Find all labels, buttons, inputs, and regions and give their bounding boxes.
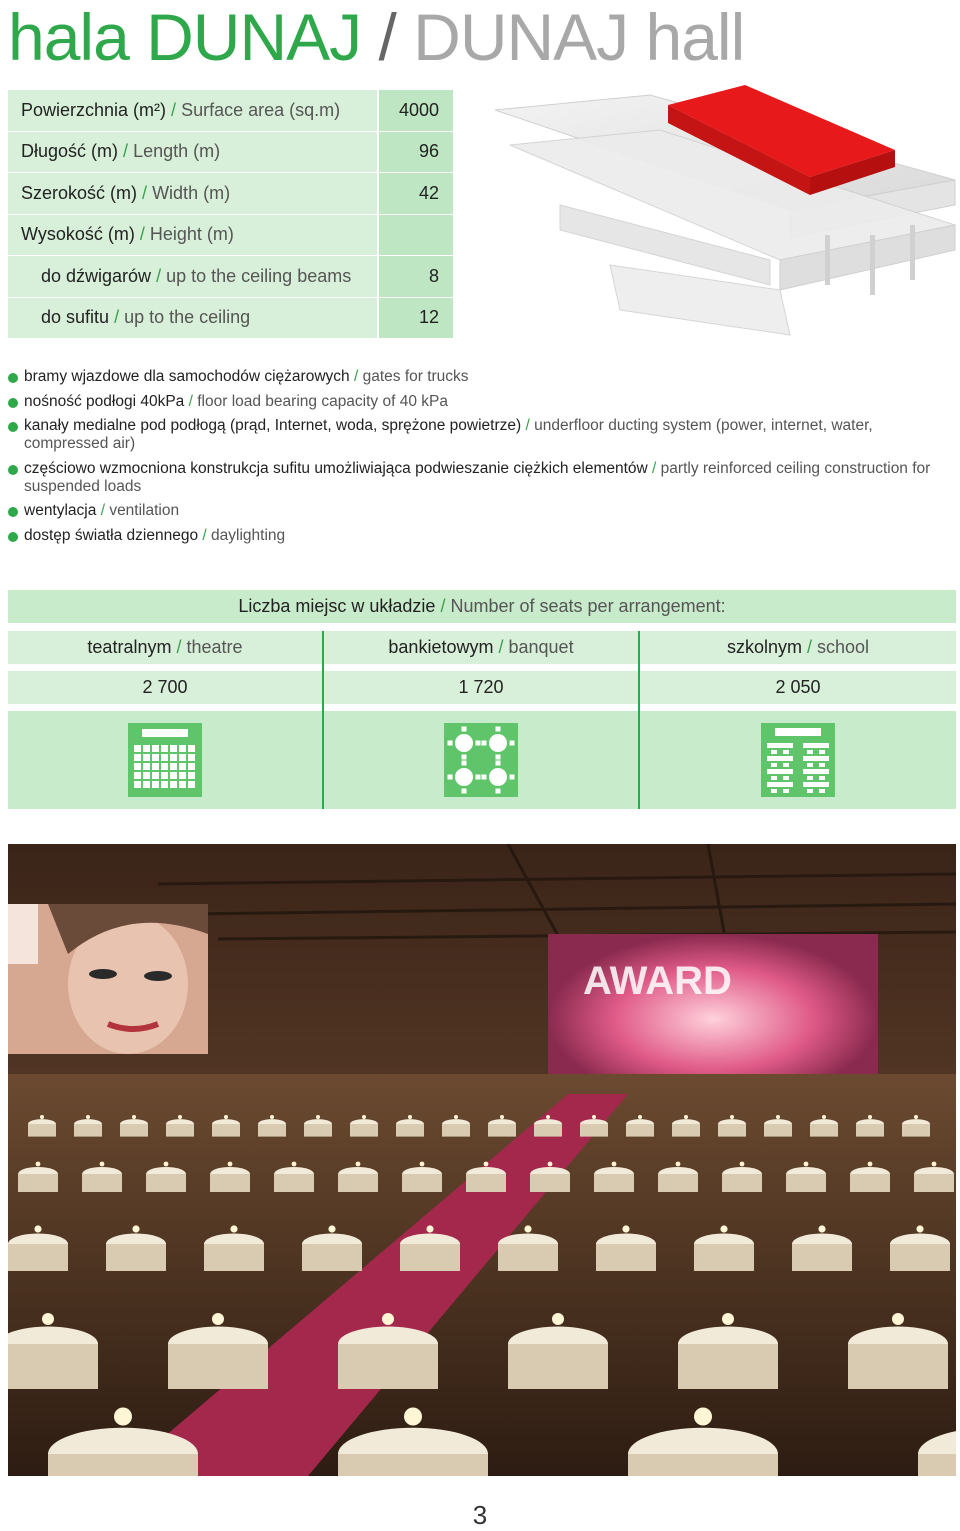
feature-item: wentylacja / ventilation xyxy=(8,502,958,520)
spec-value: 42 xyxy=(379,173,453,214)
arrangement-name: bankietowym / banquet xyxy=(324,631,638,664)
banquet-hall-photo xyxy=(8,844,956,1476)
layout-icon-area xyxy=(640,711,956,809)
page-title xyxy=(8,2,744,72)
spec-value xyxy=(379,215,453,256)
seat-arrangement-banquet xyxy=(324,631,640,809)
spec-row xyxy=(8,215,453,257)
spec-row xyxy=(8,298,453,340)
feature-item: bramy wjazdowe dla samochodów ciężarowych / gates for trucks xyxy=(8,368,958,386)
spec-table xyxy=(8,90,453,339)
spec-label: Szerokość (m) / Width (m) xyxy=(8,173,379,214)
spec-label: Długość (m) / Length (m) xyxy=(8,132,379,173)
seat-arrangement-school xyxy=(640,631,956,809)
bullet-dot-icon xyxy=(8,373,18,383)
spec-row xyxy=(8,173,453,215)
seat-count: 1 720 xyxy=(324,671,638,704)
feature-item: częściowo wzmocniona konstrukcja sufitu umożliwiająca podwieszanie ciężkich elementów / partly reinforced ceiling construction for suspended loads xyxy=(8,460,958,496)
spec-value: 8 xyxy=(379,256,453,297)
bullet-dot-icon xyxy=(8,465,18,475)
title-pl: hala DUNAJ xyxy=(8,0,362,74)
spec-label: Powierzchnia (m²) / Surface area (sq.m) xyxy=(8,90,379,131)
page-number: 3 xyxy=(472,1500,488,1530)
school-layout-icon xyxy=(761,723,835,797)
features-list xyxy=(8,368,958,551)
spec-label: Wysokość (m) / Height (m) xyxy=(8,215,379,256)
hall-3d-render xyxy=(490,85,960,347)
spec-row xyxy=(8,132,453,174)
feature-item: dostęp światła dziennego / daylighting xyxy=(8,527,958,545)
banquet-layout-icon xyxy=(444,723,518,797)
award-banner-text: AWARD xyxy=(583,959,732,1003)
arrangement-name: teatralnym / theatre xyxy=(8,631,322,664)
feature-item: kanały medialne pod podłogą (prąd, Internet, woda, sprężone powietrze) / underfloor ducting system (power, internet, water, compressed air) xyxy=(8,417,958,453)
title-en: DUNAJ hall xyxy=(413,0,745,74)
spec-value: 96 xyxy=(379,132,453,173)
spec-label: do sufitu / up to the ceiling xyxy=(8,298,379,339)
spec-value: 12 xyxy=(379,298,453,339)
seats-grid xyxy=(8,631,956,809)
title-separator: / xyxy=(361,0,414,74)
theatre-layout-icon xyxy=(128,723,202,797)
layout-icon-area xyxy=(8,711,322,809)
arrangement-name: szkolnym / school xyxy=(640,631,956,664)
spec-value: 4000 xyxy=(379,90,453,131)
feature-item: nośność podłogi 40kPa / floor load bearing capacity of 40 kPa xyxy=(8,393,958,411)
spec-label: do dźwigarów / up to the ceiling beams xyxy=(8,256,379,297)
bullet-dot-icon xyxy=(8,532,18,542)
layout-icon-area xyxy=(324,711,638,809)
bullet-dot-icon xyxy=(8,398,18,408)
seat-count: 2 700 xyxy=(8,671,322,704)
bullet-dot-icon xyxy=(8,422,18,432)
bullet-dot-icon xyxy=(8,507,18,517)
seat-arrangement-theatre xyxy=(8,631,324,809)
spec-row xyxy=(8,90,453,132)
seat-count: 2 050 xyxy=(640,671,956,704)
seats-heading: Liczba miejsc w układzie / Number of seats per arrangement: xyxy=(8,590,956,623)
seats-section xyxy=(8,590,956,809)
spec-row xyxy=(8,256,453,298)
